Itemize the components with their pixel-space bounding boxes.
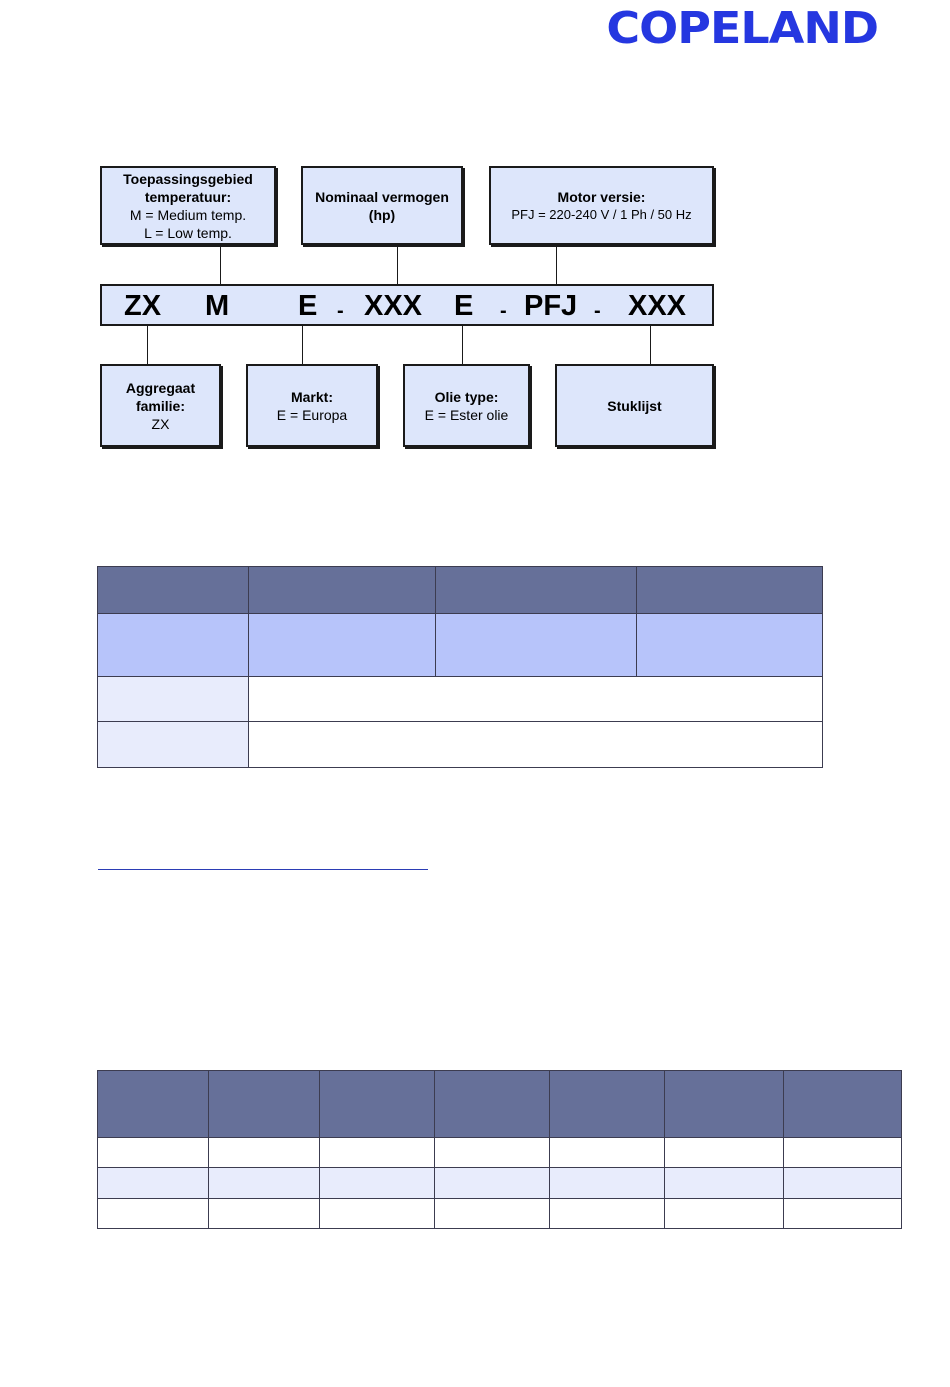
table-cell [665,1199,784,1229]
table-cell [98,677,249,722]
table-cell [209,1199,320,1229]
box-bill-of-materials [555,364,714,447]
code-part: E [298,290,318,322]
table-cell [98,1199,209,1229]
table-cell [435,1071,550,1138]
table-cell [550,1071,665,1138]
table-cell [784,1168,902,1199]
box-title-line: Olie type: [434,388,499,405]
box-title-line: Motor versie: [557,188,646,205]
code-part: XXX [628,290,687,322]
connector-line [462,326,463,364]
code-part: - [500,300,507,322]
box-title-line: temperatuur: [144,188,232,205]
table-row [98,567,823,614]
table-1 [97,566,823,768]
code-part: ZX [124,290,162,322]
table-cell [435,1138,550,1168]
table-cell [637,567,823,614]
box-title-line: Toepassingsgebied [123,170,253,187]
table-cell [665,1071,784,1138]
box-desc-line: ZX [151,415,170,432]
table-cell [98,614,249,677]
connector-line [220,245,221,284]
table-row [98,722,823,768]
box-desc-line: L = Low temp. [144,224,232,241]
box-title-line: familie: [135,397,185,414]
box-desc-line: E = Ester olie [424,406,509,423]
table-cell [436,614,637,677]
code-part: - [337,300,344,322]
box-market [246,364,378,447]
table-cell [249,677,823,722]
connector-line [397,245,398,284]
table-2 [97,1070,902,1229]
table-cell [320,1168,435,1199]
code-part: E [454,290,474,322]
table-cell [436,567,637,614]
table-cell [665,1168,784,1199]
copeland-logo: COPELAND [606,2,878,54]
table-cell [435,1199,550,1229]
code-part: M [205,290,230,322]
table-row [98,1199,902,1229]
connector-line [556,245,557,284]
box-motor-version [489,166,714,245]
table-row [98,1168,902,1199]
table-cell [249,614,436,677]
table-cell [98,567,249,614]
code-part: - [594,300,601,322]
table-cell [320,1138,435,1168]
model-code-bar [100,284,714,326]
connector-line [302,326,303,364]
box-title-line: Stuklijst [607,397,662,414]
table-row [98,614,823,677]
box-title-line: (hp) [368,206,396,223]
table-cell [320,1071,435,1138]
box-application-temperature [100,166,276,245]
table-cell [637,614,823,677]
table-cell [249,722,823,768]
table-cell [209,1071,320,1138]
table-cell [98,1138,209,1168]
box-desc-line: E = Europa [276,406,348,423]
table-cell [784,1071,902,1138]
box-unit-family [100,364,221,447]
table-cell [209,1168,320,1199]
table-cell [435,1168,550,1199]
table-cell [784,1199,902,1229]
box-title-line: Aggregaat [125,379,196,396]
box-title-line: Nominaal vermogen [315,188,449,205]
box-title-line: Markt: [290,388,333,405]
table-cell [249,567,436,614]
table-cell [665,1138,784,1168]
table-row [98,677,823,722]
connector-line [147,326,148,364]
table-cell [784,1138,902,1168]
box-desc-line: PFJ = 220-240 V / 1 Ph / 50 Hz [511,206,692,222]
code-part: PFJ [524,290,578,322]
table-cell [98,722,249,768]
table-cell [98,1168,209,1199]
connector-line [650,326,651,364]
box-oil-type [403,364,530,447]
table-cell [209,1138,320,1168]
table-row [98,1071,902,1138]
hyperlink[interactable] [98,869,428,870]
table-cell [550,1138,665,1168]
code-part: XXX [364,290,423,322]
table-cell [320,1199,435,1229]
table-cell [550,1199,665,1229]
table-cell [98,1071,209,1138]
table-row [98,1138,902,1168]
box-nominal-capacity [301,166,463,245]
table-cell [550,1168,665,1199]
box-desc-line: M = Medium temp. [129,206,247,223]
